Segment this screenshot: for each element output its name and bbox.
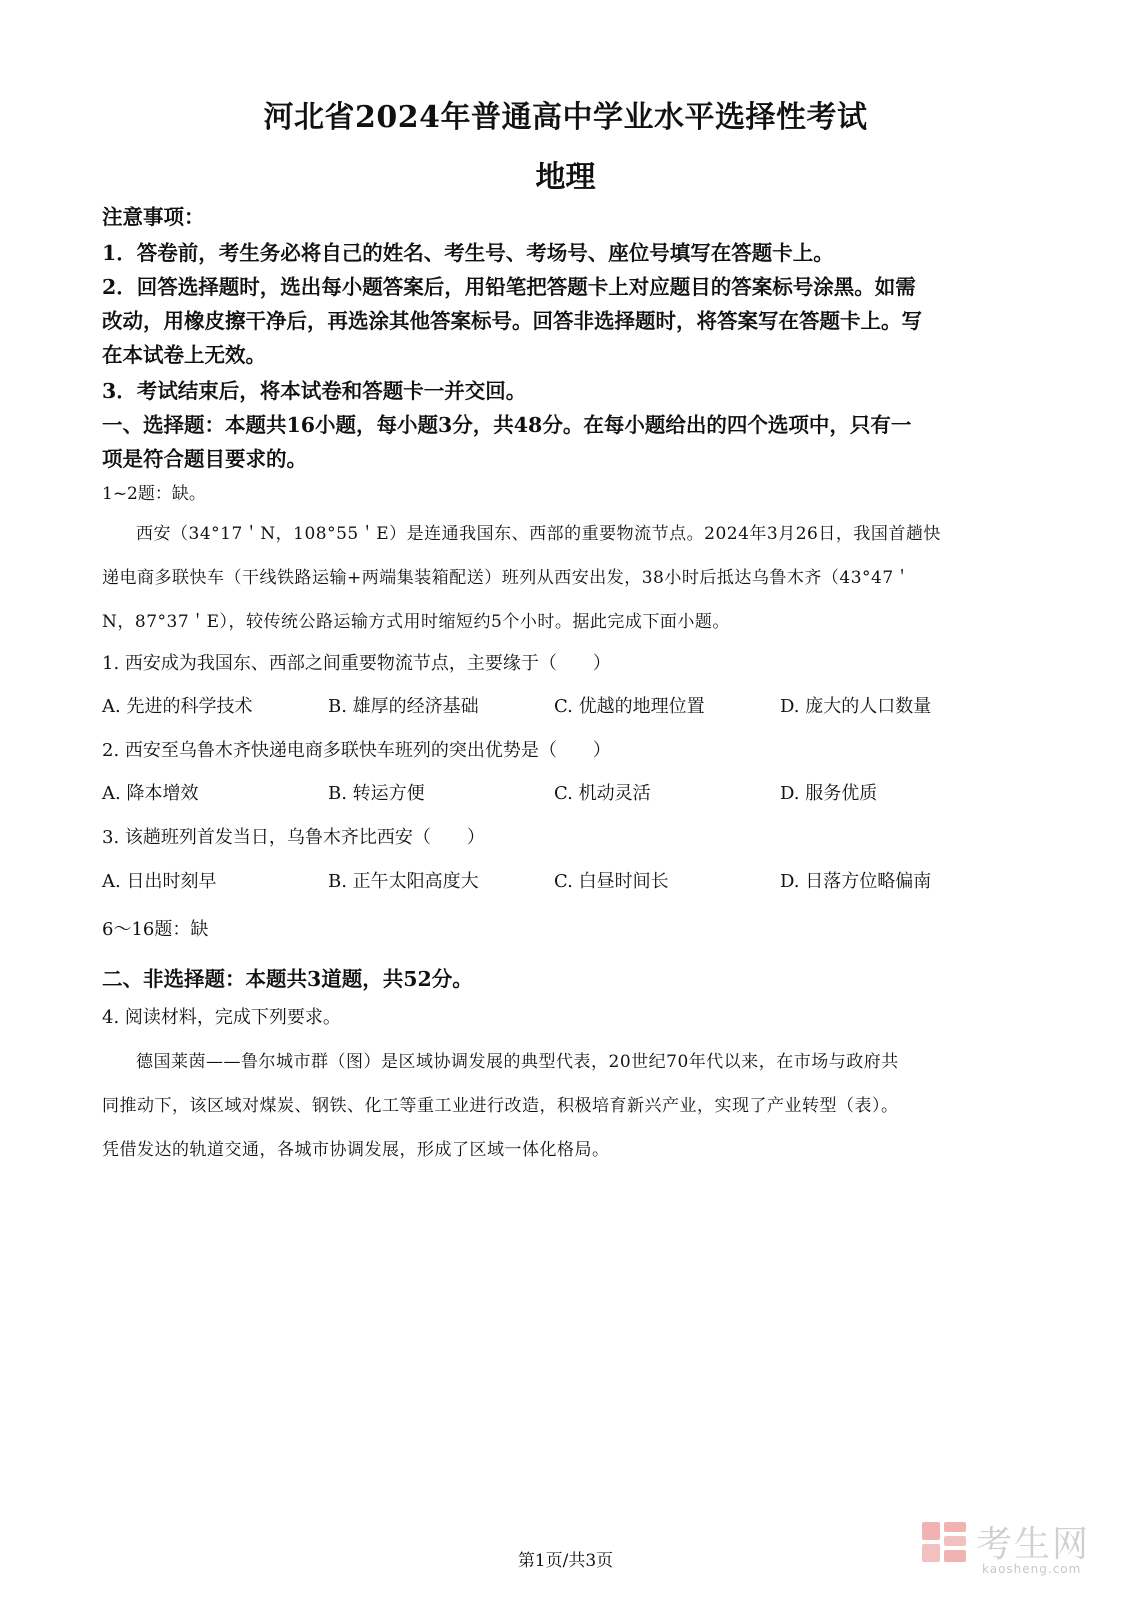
question-2-option-c: C. 机动灵活	[554, 783, 651, 804]
passage-ruhr-line-1: 德国莱茵——鲁尔城市群（图）是区域协调发展的典型代表，20世纪70年代以来，在市场与政府共	[136, 1052, 899, 1072]
question-2-stem: 2. 西安至乌鲁木齐快递电商多联快车班列的突出优势是（ ）	[102, 740, 611, 761]
question-3-option-c: C. 白昼时间长	[554, 871, 669, 892]
section2-title: 二、非选择题：本题共3道题，共52分。	[102, 967, 473, 991]
page-number: 第1页/共3页	[517, 1551, 614, 1571]
question-3-option-b: B. 正午太阳高度大	[328, 871, 479, 892]
notice-item-2: 2．回答选择题时，选出每小题答案后，用铅笔把答题卡上对应题目的答案标号涂黑。如需	[102, 275, 916, 299]
section1-title-cont: 项是符合题目要求的。	[102, 447, 307, 471]
exam-subject: 地理	[535, 160, 596, 195]
question-1-option-b: B. 雄厚的经济基础	[328, 696, 479, 717]
question-2-option-b: B. 转运方便	[328, 783, 425, 804]
section1-title: 一、选择题：本题共16小题，每小题3分，共48分。在每小题给出的四个选项中，只有一	[102, 413, 912, 437]
question-3-option-d: D. 日落方位略偏南	[780, 871, 932, 892]
missing-questions-6-16: 6～16题：缺	[102, 919, 209, 940]
passage-ruhr-line-2: 同推动下，该区域对煤炭、钢铁、化工等重工业进行改造，积极培育新兴产业，实现了产业转型（表）。	[102, 1096, 899, 1116]
watermark	[920, 1510, 1100, 1580]
question-3-stem: 3. 该趟班列首发当日，乌鲁木齐比西安（ ）	[102, 827, 485, 848]
missing-questions-1-2: 1~2题：缺。	[102, 484, 206, 504]
question-1-option-c: C. 优越的地理位置	[554, 696, 705, 717]
passage-xian-line-1: 西安（34°17＇N，108°55＇E）是连通我国东、西部的重要物流节点。2024年3月26日，我国首趟快	[136, 524, 941, 544]
passage-xian-line-2: 递电商多联快车（干线铁路运输+两端集装箱配送）班列从西安出发，38小时后抵达乌鲁木齐（43°47＇	[102, 568, 912, 588]
passage-xian-line-3: N，87°37＇E），较传统公路运输方式用时缩短约5个小时。据此完成下面小题。	[102, 612, 730, 632]
notice-item-2-end: 在本试卷上无效。	[102, 343, 266, 367]
passage-ruhr-line-3: 凭借发达的轨道交通，各城市协调发展，形成了区域一体化格局。	[102, 1140, 610, 1160]
question-1-option-a: A. 先进的科学技术	[102, 696, 253, 717]
exam-title: 河北省2024年普通高中学业水平选择性考试	[263, 100, 868, 135]
question-1-option-d: D. 庞大的人口数量	[780, 696, 932, 717]
kaosheng-logo-icon	[920, 1518, 968, 1566]
question-1-stem: 1. 西安成为我国东、西部之间重要物流节点，主要缘于（ ）	[102, 653, 611, 674]
question-4-stem: 4. 阅读材料，完成下列要求。	[102, 1007, 341, 1028]
watermark-url: kaosheng.com	[982, 1562, 1082, 1576]
question-2-option-a: A. 降本增效	[102, 783, 199, 804]
question-3-option-a: A. 日出时刻早	[102, 871, 217, 892]
notice-item-2-cont: 改动，用橡皮擦干净后，再选涂其他答案标号。回答非选择题时，将答案写在答题卡上。写	[102, 309, 922, 333]
question-2-option-d: D. 服务优质	[780, 783, 878, 804]
notice-item-1: 1．答卷前，考生务必将自己的姓名、考生号、考场号、座位号填写在答题卡上。	[102, 241, 834, 265]
watermark-brand: 考生网	[976, 1524, 1091, 1565]
notice-item-3: 3．考试结束后，将本试卷和答题卡一并交回。	[102, 379, 527, 403]
notice-heading: 注意事项：	[102, 205, 205, 229]
